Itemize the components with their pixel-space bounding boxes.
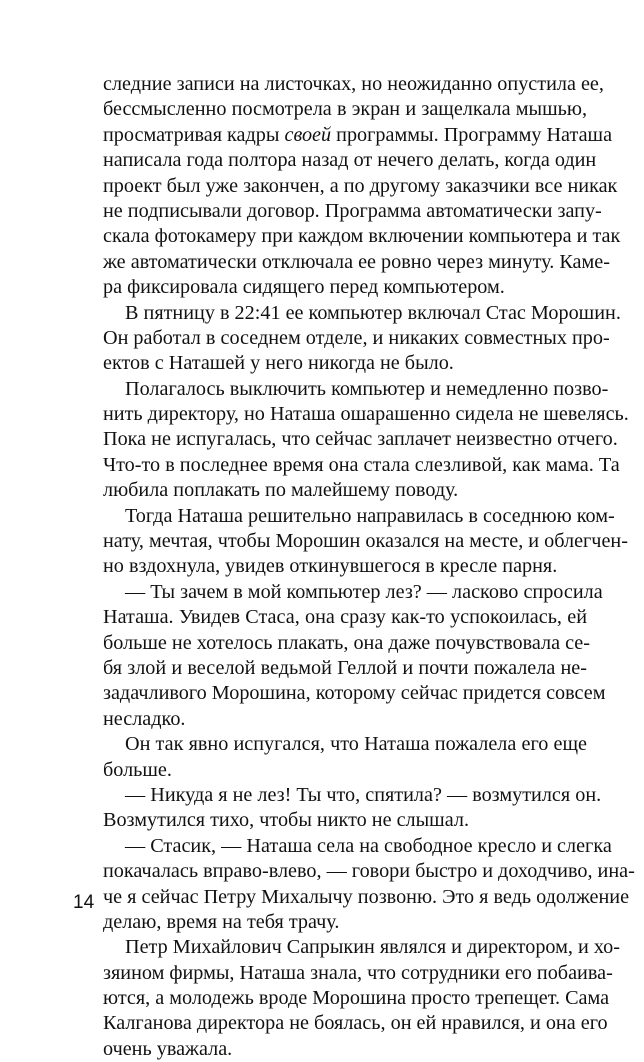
text-run: просматривая кадры (103, 123, 285, 146)
text-line: Пока не испугалась, что сейчас заплачет неизвестно отчего. (103, 428, 618, 451)
text-line: проект был уже закончен, а по другому заказчики все никак (103, 174, 618, 197)
text-line: Он так явно испугался, что Наташа пожалела его еще (125, 733, 587, 756)
text-line: че я сейчас Петру Михалычу позвоню. Это я ведь одолжение (103, 885, 630, 908)
text-line: больше не хотелось плакать, она даже почувствовала се- (103, 631, 590, 654)
text-line: Калганова директора не боялась, он ей нравился, и она его (103, 1012, 608, 1035)
text-line: Полагалось выключить компьютер и немедленно позво- (125, 377, 609, 400)
text-line: написала года полтора назад от нечего делать, когда один (103, 149, 597, 172)
text-line: задачливого Морошина, которому сейчас придется совсем (103, 682, 606, 705)
text-line: зяином фирмы, Наташа знала, что сотрудники его побаива- (103, 961, 613, 984)
text-line: ра фиксировала сидящего перед компьютером. (103, 276, 505, 299)
body-text (103, 72, 635, 1062)
emphasis-text: своей (284, 123, 332, 146)
text-line: В пятницу в 22:41 ее компьютер включал Стас Морошин. (125, 301, 621, 324)
text-line: покачалась вправо-влево, — говори быстро и доходчиво, ина- (103, 860, 635, 883)
text-line: очень уважала. (103, 1037, 233, 1060)
text-line: скала фотокамеру при каждом включении компьютера и так (103, 225, 621, 248)
text-line: Наташа. Увидев Стаса, она сразу как-то успокоилась, ей (103, 606, 587, 629)
text-line: — Ты зачем в мой компьютер лез? — ласково спросила (125, 580, 603, 603)
text-line: нату, мечтая, чтобы Морошин оказался на месте, и облегчен- (103, 530, 628, 553)
text-line: Петр Михайлович Сапрыкин являлся и директором, и хо- (125, 936, 620, 959)
text-line: нить директору, но Наташа ошарашенно сидела не шевелясь. (103, 403, 629, 426)
text-line: бя злой и веселой ведьмой Геллой и почти пожалела не- (103, 656, 587, 679)
text-line: делаю, время на тебя трачу. (103, 910, 340, 933)
text-line: ектов с Наташей у него никогда не было. (103, 352, 454, 375)
text-line: бессмысленно посмотрела в экран и защелкала мышью, (103, 98, 587, 121)
text-line (103, 123, 613, 148)
text-line: Возмутился тихо, чтобы никто не слышал. (103, 809, 469, 832)
text-line: Тогда Наташа решительно направилась в соседнюю ком- (125, 504, 615, 527)
text-line: больше. (103, 758, 172, 781)
text-line: Он работал в соседнем отделе, и никаких совместных про- (103, 326, 610, 349)
text-run: программы. Программу Наташа (331, 123, 613, 146)
text-line: не подписывали договор. Программа автоматически запу- (103, 199, 602, 222)
text-line: несладко. (103, 707, 186, 730)
text-line: Что-то в последнее время она стала слезливой, как мама. Та (103, 453, 620, 476)
text-line: но вздохнула, увидев откинувшегося в кресле парня. (103, 555, 558, 578)
text-line: — Стасик, — Наташа села на свободное кресло и слегка (125, 834, 612, 857)
text-line: — Никуда я не лез! Ты что, спятила? — возмутился он. (125, 783, 602, 806)
page-number: 14 (73, 892, 95, 913)
text-line: ются, а молодежь вроде Морошина просто трепещет. Сама (103, 987, 610, 1010)
text-line: любила поплакать по малейшему поводу. (103, 479, 459, 502)
text-line: следние записи на листочках, но неожиданно опустила ее, (103, 73, 604, 95)
text-line: же автоматически отключала ее ровно через минуту. Каме- (103, 250, 610, 273)
